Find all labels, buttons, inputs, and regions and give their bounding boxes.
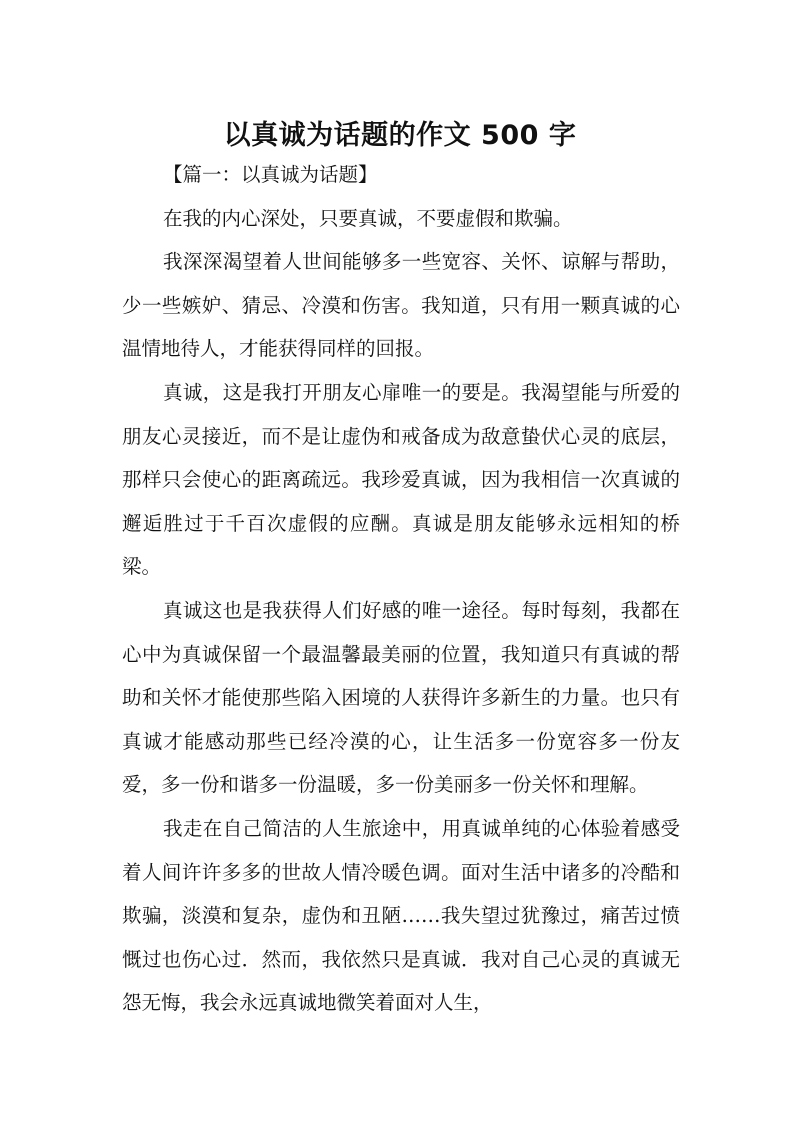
paragraph: 我走在自己简洁的人生旅途中，用真诚单纯的心体验着感受着人间许许多多的世故人情冷暖色调。面对生活中诸多的冷酷和欺骗，淡漠和复杂，虚伪和丑陋……我失望过犹豫过，痛苦过愤慨过也伤心过．然而，我依然只是真诚．我对自己心灵的真诚无怨无悔，我会永远真诚地微笑着面对人生， — [122, 816, 680, 1015]
document-title: 以真诚为话题的作文 500 字 — [223, 120, 577, 152]
paragraph: 在我的内心深处，只要真诚，不要虚假和欺骗。 — [163, 206, 573, 230]
paragraph: 真诚这也是我获得人们好感的唯一途径。每时每刻，我都在心中为真诚保留一个最温馨最美丽的位置，我知道只有真诚的帮助和关怀才能使那些陷入困境的人获得许多新生的力量。也只有真诚才能感动那些已经冷漠的心，让生活多一份宽容多一份友爱，多一份和谐多一份温暖，多一份美丽多一份关怀和理解。 — [122, 598, 680, 797]
paragraph: 真诚，这是我打开朋友心扉唯一的要是。我渴望能与所爱的朋友心灵接近，而不是让虚伪和戒备成为敌意蛰伏心灵的底层，那样只会使心的距离疏远。我珍爱真诚，因为我相信一次真诚的邂逅胜过于千百次虚假的应酬。真诚是朋友能够永远相知的桥梁。 — [122, 380, 680, 579]
document-body — [122, 153, 680, 1025]
section-heading: 【篇一：以真诚为话题】 — [163, 163, 378, 186]
paragraph: 我深深渴望着人世间能够多一些宽容、关怀、谅解与帮助，少一些嫉妒、猜忌、冷漠和伤害。我知道，只有用一颗真诚的心温情地待人，才能获得同样的回报。 — [122, 250, 680, 361]
